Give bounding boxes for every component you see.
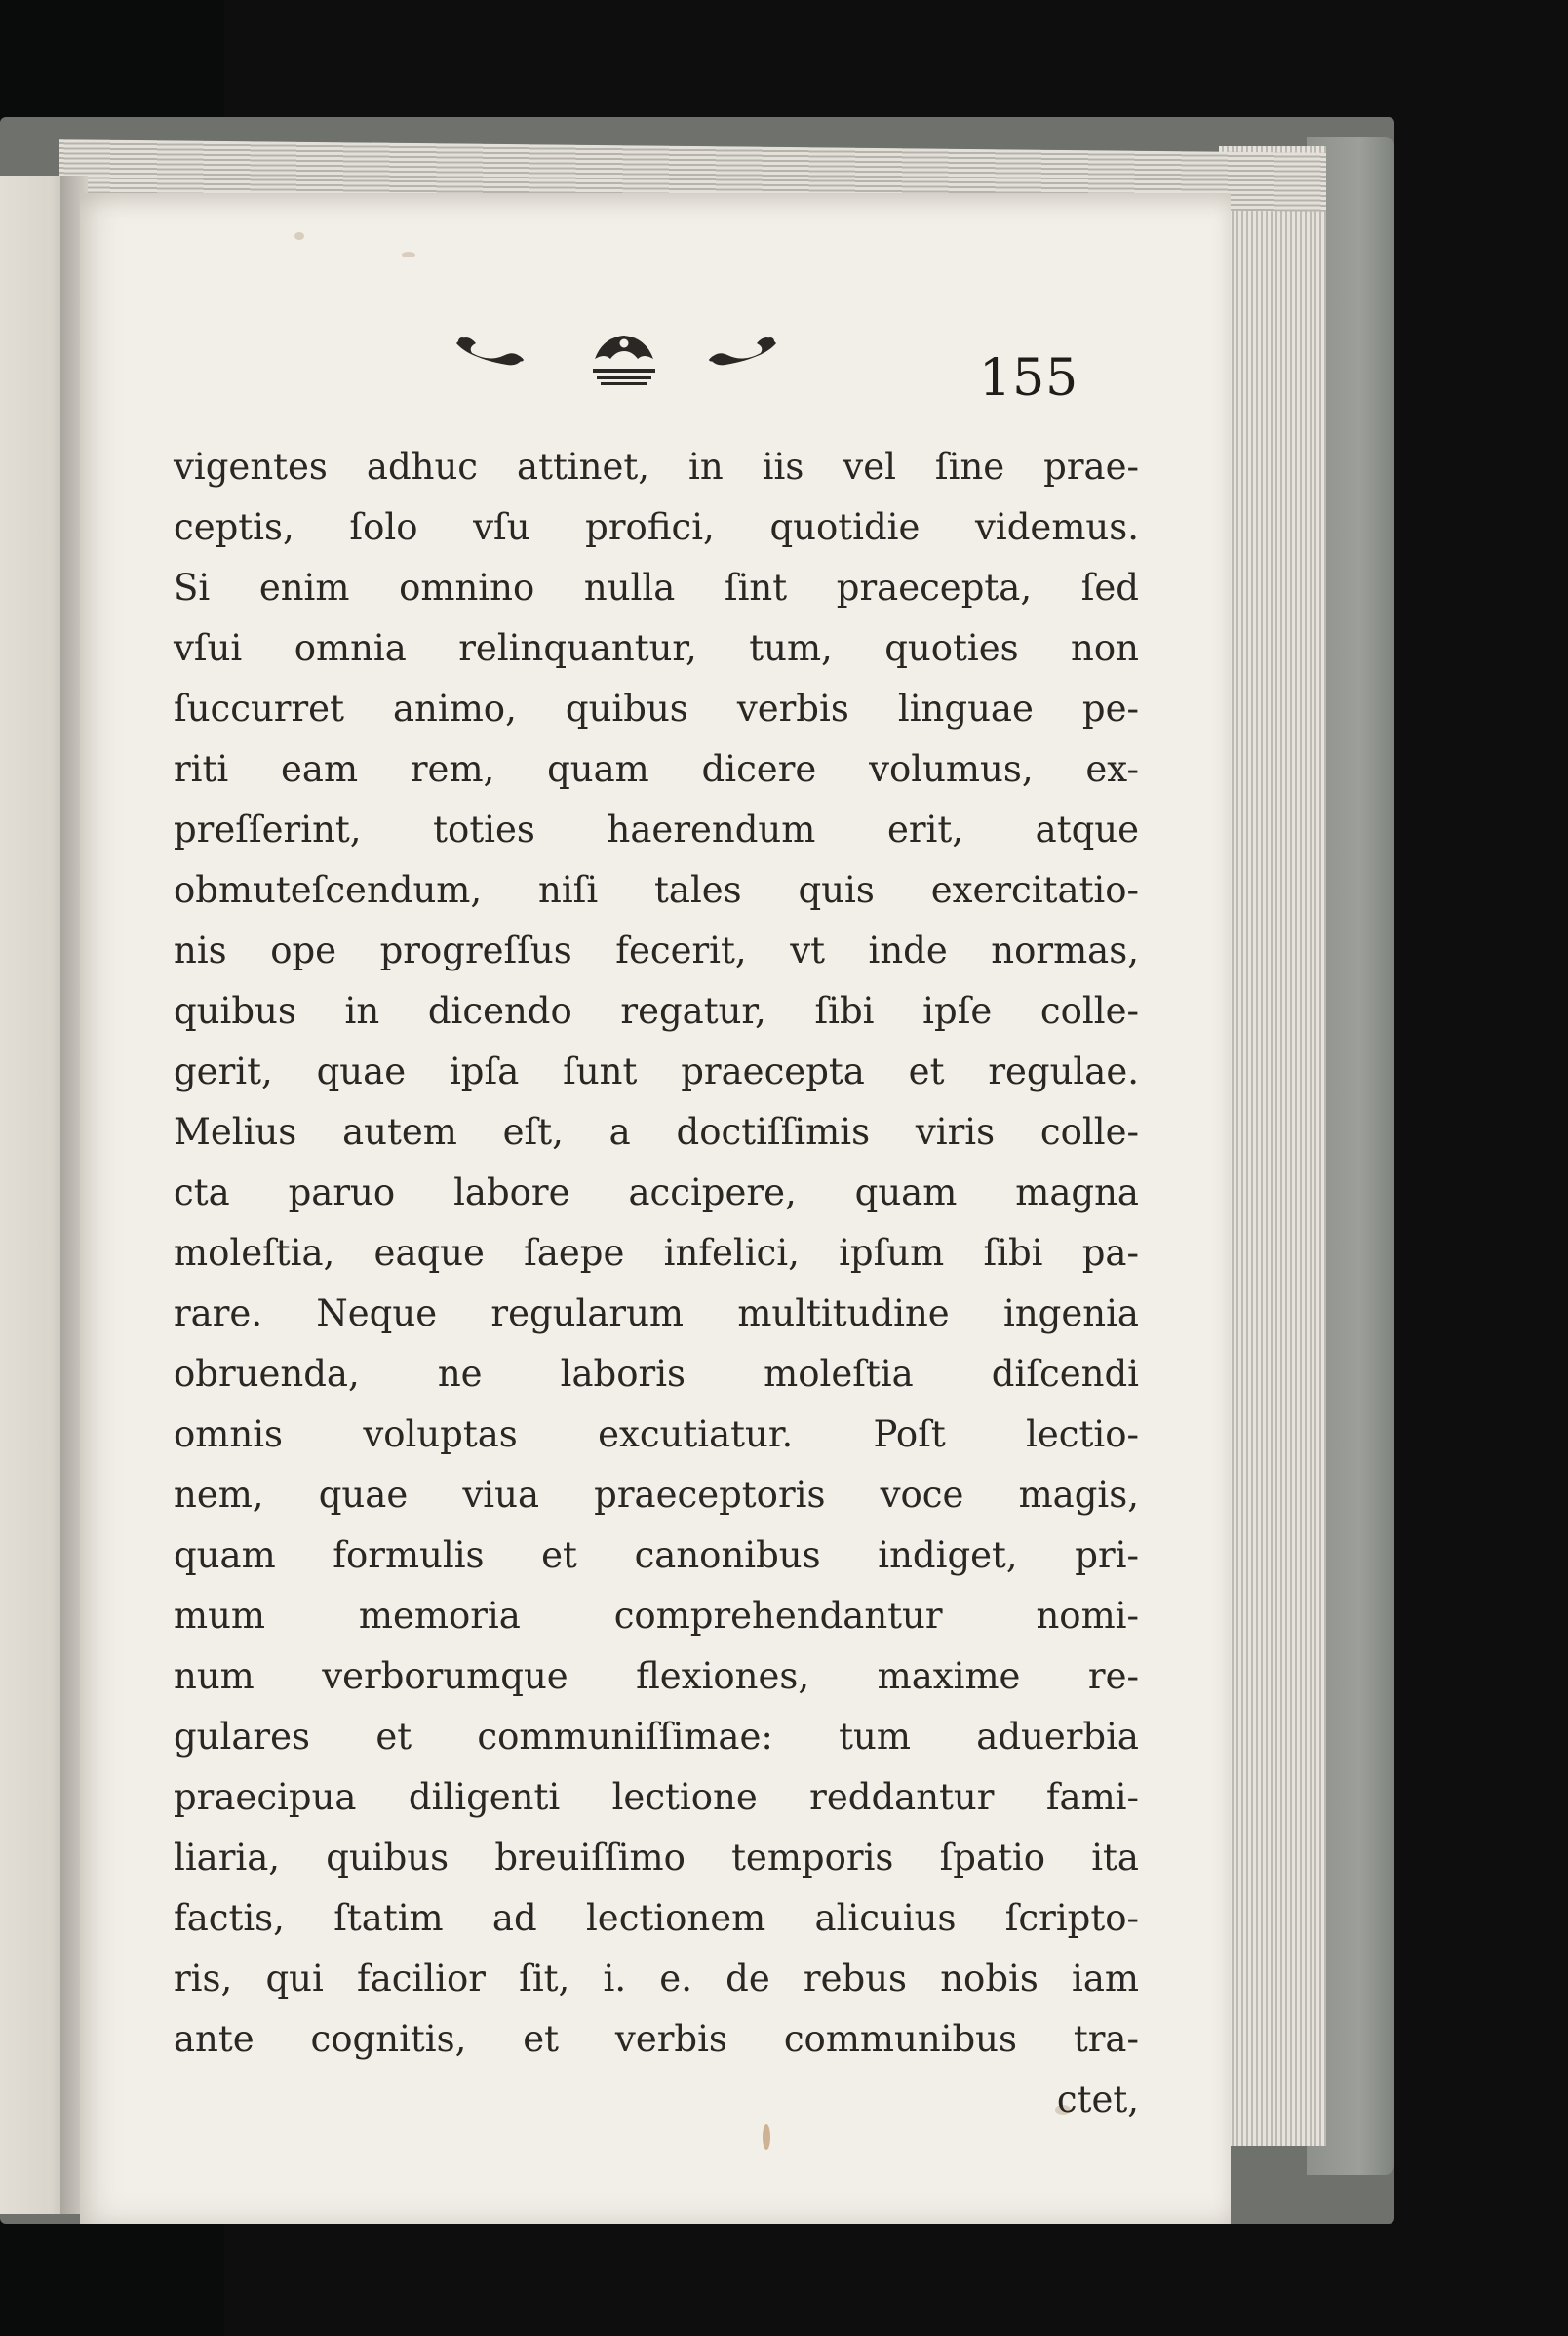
text-line: Si enim omnino nulla ſint praecepta, ſed <box>174 567 1139 609</box>
text-line: mum memoria comprehendantur nomi- <box>174 1595 1139 1637</box>
crown-vignette-icon <box>587 330 661 388</box>
text-line: ſuccurret animo, quibus verbis linguae pe- <box>174 688 1139 730</box>
paper-speck <box>294 232 304 240</box>
text-line: obmuteſcendum, niſi tales quis exercitatio- <box>174 869 1139 911</box>
text-line: riti eam rem, quam dicere volumus, ex- <box>174 748 1139 790</box>
text-line: cta paruo labore accipere, quam magna <box>174 1171 1139 1213</box>
text-line: factis, ſtatim ad lectionem alicuius ſcripto- <box>174 1897 1139 1939</box>
text-line: vſui omnia relinquantur, tum, quoties non <box>174 627 1139 669</box>
text-line: rare. Neque regularum multitudine ingenia <box>174 1292 1139 1334</box>
text-line: preſſerint, toties haerendum erit, atque <box>174 809 1139 851</box>
paper-speck <box>402 252 415 257</box>
body-text <box>174 437 1139 2130</box>
text-line: num verborumque flexiones, maxime re- <box>174 1655 1139 1697</box>
page-edges <box>1219 146 1326 2146</box>
text-line: praecipua diligenti lectione reddantur fami- <box>174 1776 1139 1818</box>
text-line: quibus in dicendo regatur, ſibi ipſe colle- <box>174 990 1139 1032</box>
text-line: omnis voluptas excutiatur. Poſt lectio- <box>174 1413 1139 1455</box>
scroll-ornament-left-icon <box>451 330 529 375</box>
catchword: ctet, <box>1056 2079 1139 2120</box>
text-line: nem, quae viua praeceptoris voce magis, <box>174 1474 1139 1516</box>
text-line: Melius autem eſt, a doctiſſimis viris colle- <box>174 1111 1139 1153</box>
book-page <box>80 193 1231 2224</box>
scroll-ornament-right-icon <box>704 330 782 375</box>
text-line: nis ope progreſſus fecerit, vt inde normas, <box>174 930 1139 971</box>
text-line: liaria, quibus breuiſſimo temporis ſpatio ita <box>174 1837 1139 1879</box>
text-line: obruenda, ne laboris moleſtia diſcendi <box>174 1353 1139 1395</box>
page-number: 155 <box>979 349 1079 408</box>
text-line: vigentes adhuc attinet, in iis vel ſine prae- <box>174 446 1139 488</box>
text-line: quam formulis et canonibus indiget, pri- <box>174 1534 1139 1576</box>
text-line: ante cognitis, et verbis communibus tra- <box>174 2018 1139 2060</box>
text-line: ris, qui facilior ſit, i. e. de rebus nobis iam <box>174 1958 1139 1999</box>
text-line: gulares et communiſſimae: tum aduerbia <box>174 1716 1139 1758</box>
text-line: gerit, quae ipſa ſunt praecepta et regulae. <box>174 1050 1139 1092</box>
text-line: moleſtia, eaque ſaepe infelici, ipſum ſibi pa- <box>174 1232 1139 1274</box>
text-line: ceptis, ſolo vſu profici, quotidie videmus. <box>174 506 1139 548</box>
